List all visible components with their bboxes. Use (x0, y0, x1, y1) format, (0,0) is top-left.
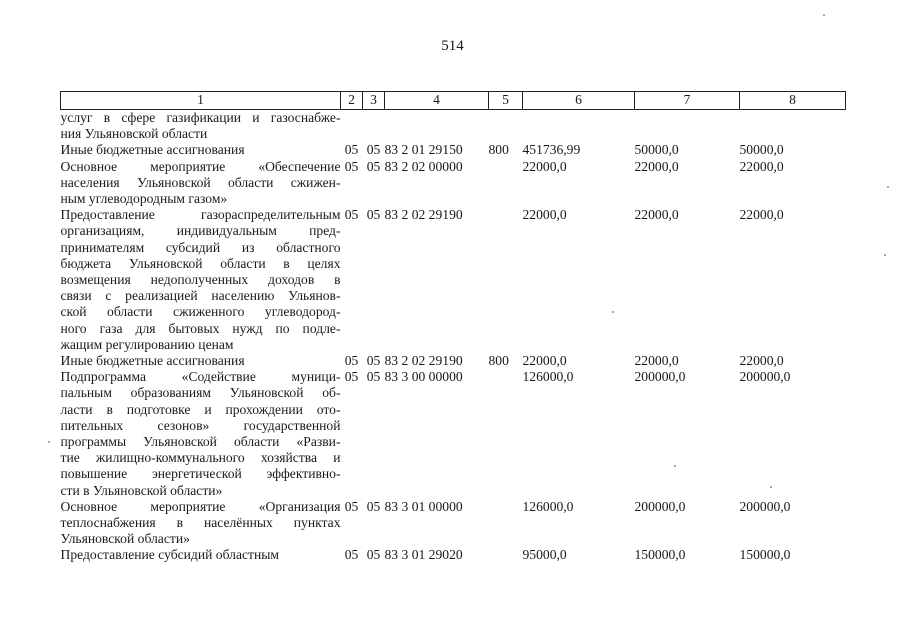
header-cell-1: 1 (61, 92, 341, 110)
table-row (61, 142, 846, 158)
row-name-line: тие жилищно-коммунального хозяйства и (60, 450, 341, 466)
scan-speck (674, 465, 676, 467)
row-name-line: пительных сезонов» государственной (60, 417, 341, 433)
target-article-code: 83 2 02 00000 (384, 158, 463, 174)
subsection-code (363, 110, 385, 143)
row-name-line: ния Ульяновской области (60, 126, 208, 142)
section-code: 05 (344, 498, 359, 514)
header-cell-3: 3 (363, 92, 385, 110)
row-name-line: Иные бюджетные ассигнования (60, 353, 245, 369)
scan-speck (887, 186, 889, 188)
row-name-line: ного газа для бытовых нужд по подле- (60, 320, 341, 336)
row-name-line: жащим регулированию ценам (60, 336, 234, 352)
table-row (61, 207, 846, 353)
amount-col7: 150000,0 (634, 547, 686, 563)
subsection-code: 05 (366, 369, 381, 385)
expense-type-code (489, 369, 523, 499)
amount-col8: 200000,0 (739, 369, 791, 385)
amount-col8: 22000,0 (739, 207, 784, 223)
row-name-line: населения Ульяновской области сжижен- (60, 174, 341, 190)
subsection-code: 05 (366, 207, 381, 223)
row-name (61, 207, 341, 353)
subsection-code: 05 (366, 142, 381, 158)
subsection-code: 05 (366, 353, 381, 369)
row-name-line: ской области сжиженного углеводород- (60, 304, 341, 320)
section-code (341, 110, 363, 143)
section-code: 05 (344, 547, 359, 563)
section-code: 05 (344, 353, 359, 369)
header-cell-7: 7 (635, 92, 740, 110)
target-article-code: 83 3 00 00000 (384, 369, 463, 385)
expense-type-code (489, 499, 523, 548)
header-cell-8: 8 (740, 92, 846, 110)
row-name (61, 159, 341, 208)
scan-speck (48, 441, 50, 443)
header-cell-6: 6 (523, 92, 635, 110)
row-name-line: Подпрограмма «Содействие муници- (60, 369, 341, 385)
amount-col7: 200000,0 (634, 369, 686, 385)
row-name-line: ласти в подготовке и прохождении ото- (60, 401, 341, 417)
amount-col8: 50000,0 (739, 142, 784, 158)
subsection-code: 05 (366, 498, 381, 514)
row-name-line: пальным образованиям Ульяновской об- (60, 385, 341, 401)
amount-col6: 22000,0 (522, 158, 567, 174)
row-name-line: ным углеводородным газом» (60, 191, 228, 207)
row-name-line: программы Ульяновской области «Разви- (60, 434, 341, 450)
section-code: 05 (344, 142, 359, 158)
scan-speck (612, 311, 614, 313)
row-name-line: Иные бюджетные ассигнования (60, 142, 245, 158)
budget-table (60, 91, 846, 564)
row-name-line: Основное мероприятие «Обеспечение (60, 158, 341, 174)
amount-col7: 50000,0 (634, 142, 679, 158)
row-name-line: Основное мероприятие «Организация (60, 498, 341, 514)
table-body (61, 110, 846, 564)
header-cell-5: 5 (489, 92, 523, 110)
row-name-line: Ульяновской области» (60, 531, 190, 547)
row-name-line: услуг в сфере газификации и газоснабже- (60, 110, 341, 125)
header-cell-4: 4 (385, 92, 489, 110)
target-article-code: 83 2 02 29190 (384, 207, 463, 223)
row-name-line: сти в Ульяновской области» (60, 482, 223, 498)
row-name-line: Предоставление субсидий областным (60, 547, 279, 563)
row-name (61, 110, 341, 143)
row-name (61, 499, 341, 548)
row-name (61, 547, 341, 563)
table-row (61, 159, 846, 208)
row-name-line: Предоставление газораспределительным (60, 207, 341, 223)
scan-speck (823, 14, 825, 16)
amount-col6: 22000,0 (522, 207, 567, 223)
amount-col8: 22000,0 (739, 158, 784, 174)
expense-type-code: 800 (488, 142, 509, 158)
row-name-line: теплоснабжения в населённых пунктах (60, 515, 341, 531)
amount-col8: 22000,0 (739, 353, 784, 369)
row-name-line: возмещения недополученных доходов в (60, 272, 341, 288)
section-code: 05 (344, 207, 359, 223)
expense-type-code (489, 207, 523, 353)
row-name-line: повышение энергетической эффективно- (60, 466, 341, 482)
section-code: 05 (344, 158, 359, 174)
target-article-code (385, 110, 489, 143)
amount-col7: 22000,0 (634, 353, 679, 369)
table-row (61, 110, 846, 143)
amount-col7: 200000,0 (634, 498, 686, 514)
row-name (61, 353, 341, 369)
row-name-line: организациям, индивидуальным пред- (60, 223, 341, 239)
row-name (61, 369, 341, 499)
table-row (61, 499, 846, 548)
amount-col7: 22000,0 (634, 158, 679, 174)
amount-col7 (635, 110, 740, 143)
table-row (61, 547, 846, 563)
table-row (61, 353, 846, 369)
expense-type-code (489, 110, 523, 143)
amount-col6: 126000,0 (522, 498, 574, 514)
target-article-code: 83 3 01 29020 (384, 547, 463, 563)
row-name-line: принимателям субсидий из областного (60, 239, 341, 255)
row-name-line: бюджета Ульяновской области в целях (60, 255, 341, 271)
amount-col8 (740, 110, 846, 143)
table-row (61, 369, 846, 499)
expense-type-code (489, 159, 523, 208)
header-cell-2: 2 (341, 92, 363, 110)
amount-col8: 150000,0 (739, 547, 791, 563)
section-code: 05 (344, 369, 359, 385)
amount-col7: 22000,0 (634, 207, 679, 223)
header-row (61, 92, 846, 110)
row-name (61, 142, 341, 158)
target-article-code: 83 2 01 29150 (384, 142, 463, 158)
row-name-line: связи с реализацией населению Ульянов- (60, 288, 341, 304)
amount-col8: 200000,0 (739, 498, 791, 514)
amount-col6: 451736,99 (522, 142, 581, 158)
expense-type-code: 800 (488, 353, 509, 369)
amount-col6: 22000,0 (522, 353, 567, 369)
subsection-code: 05 (366, 547, 381, 563)
expense-type-code (489, 547, 523, 563)
page-number: 514 (441, 38, 464, 54)
target-article-code: 83 3 01 00000 (384, 498, 463, 514)
amount-col6 (523, 110, 635, 143)
amount-col6: 126000,0 (522, 369, 574, 385)
target-article-code: 83 2 02 29190 (384, 353, 463, 369)
scan-speck (770, 486, 772, 488)
scan-speck (884, 254, 886, 256)
subsection-code: 05 (366, 158, 381, 174)
amount-col6: 95000,0 (522, 547, 567, 563)
